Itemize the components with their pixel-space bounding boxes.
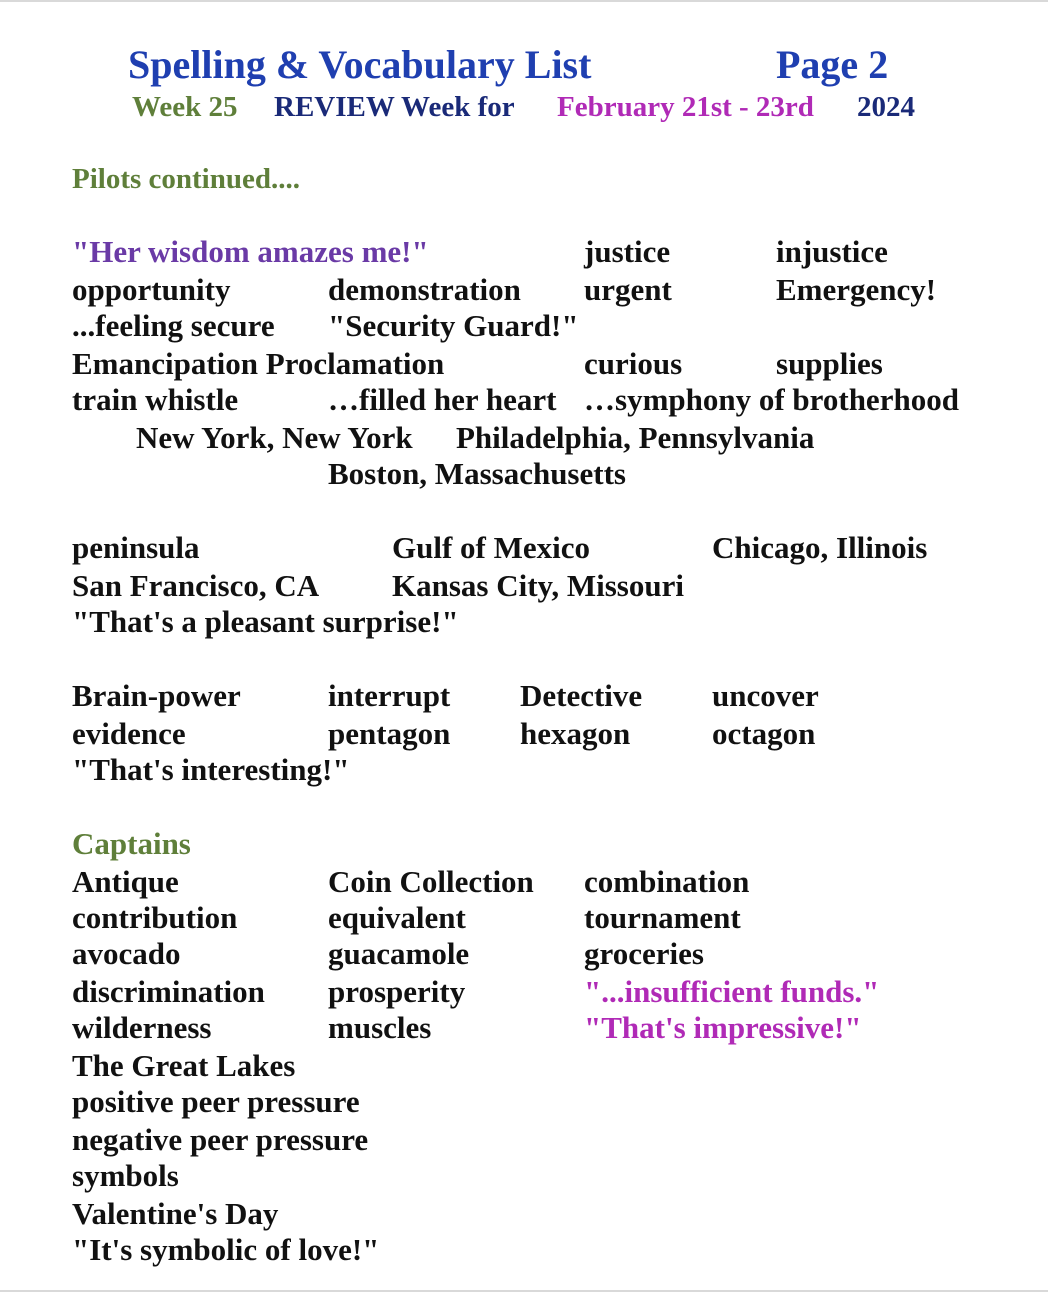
vocab-word: curious: [584, 346, 683, 381]
vocab-word: justice: [584, 234, 671, 269]
vocab-word: urgent: [584, 272, 672, 307]
vocab-word: groceries: [584, 936, 704, 971]
vocab-phrase: The Great Lakes: [72, 1048, 296, 1083]
vocab-phrase: negative peer pressure: [72, 1122, 369, 1157]
vocab-word: guacamole: [328, 936, 470, 971]
vocab-place: Chicago, Illinois: [712, 530, 928, 565]
vocab-place: Philadelphia, Pennsylvania: [456, 420, 815, 455]
vocab-word: wilderness: [72, 1010, 212, 1045]
vocab-place: Gulf of Mexico: [392, 530, 591, 565]
vocab-phrase: ...feeling secure: [72, 308, 275, 343]
vocab-word: discrimination: [72, 974, 265, 1009]
vocab-word: supplies: [776, 346, 883, 381]
vocab-word: evidence: [72, 716, 186, 751]
vocab-word: interrupt: [328, 678, 451, 713]
vocab-word: uncover: [712, 678, 819, 713]
page-title: Spelling & Vocabulary List: [128, 42, 592, 87]
review-label: REVIEW Week for: [274, 91, 515, 123]
vocab-word: equivalent: [328, 900, 466, 935]
vocab-quote: "...insufficient funds.": [584, 974, 880, 1009]
page-number: Page 2: [776, 42, 889, 87]
quote-wisdom: "Her wisdom amazes me!": [72, 234, 429, 269]
vocab-phrase: Valentine's Day: [72, 1196, 279, 1231]
vocab-quote: "That's a pleasant surprise!": [72, 604, 459, 639]
vocab-quote: "That's impressive!": [584, 1010, 862, 1045]
vocab-word: Emergency!: [776, 272, 937, 307]
vocab-quote: "Security Guard!": [328, 308, 579, 343]
vocab-phrase: train whistle: [72, 382, 239, 417]
vocab-phrase: …filled her heart: [328, 382, 557, 417]
vocab-place: New York, New York: [136, 420, 413, 455]
vocab-quote: "That's interesting!": [72, 752, 350, 787]
vocab-word: hexagon: [520, 716, 631, 751]
vocab-word: octagon: [712, 716, 816, 751]
vocab-phrase: Emancipation Proclamation: [72, 346, 445, 381]
vocab-word: opportunity: [72, 272, 231, 307]
vocab-word: pentagon: [328, 716, 451, 751]
vocab-word: avocado: [72, 936, 181, 971]
section-heading-captains: Captains: [72, 826, 191, 861]
section-heading-pilots: Pilots continued....: [72, 163, 300, 195]
vocab-word: contribution: [72, 900, 238, 935]
vocab-place: Boston, Massachusetts: [328, 456, 626, 491]
vocab-word: combination: [584, 864, 750, 899]
vocab-word: Antique: [72, 864, 179, 899]
vocab-phrase: positive peer pressure: [72, 1084, 360, 1119]
vocab-word: injustice: [776, 234, 888, 269]
vocab-word: muscles: [328, 1010, 432, 1045]
week-label: Week 25: [132, 91, 238, 123]
year-label: 2024: [857, 91, 915, 123]
vocab-word: peninsula: [72, 530, 200, 565]
vocab-word: prosperity: [328, 974, 466, 1009]
vocab-quote: "It's symbolic of love!": [72, 1232, 380, 1267]
vocab-phrase: Coin Collection: [328, 864, 534, 899]
vocab-place: San Francisco, CA: [72, 568, 320, 603]
date-range: February 21st - 23rd: [557, 91, 814, 123]
vocab-phrase: …symphony of brotherhood: [584, 382, 959, 417]
vocab-word: symbols: [72, 1158, 179, 1193]
vocab-word: Detective: [520, 678, 643, 713]
vocab-place: Kansas City, Missouri: [392, 568, 684, 603]
vocab-word: Brain-power: [72, 678, 241, 713]
vocab-word: demonstration: [328, 272, 521, 307]
vocab-word: tournament: [584, 900, 741, 935]
